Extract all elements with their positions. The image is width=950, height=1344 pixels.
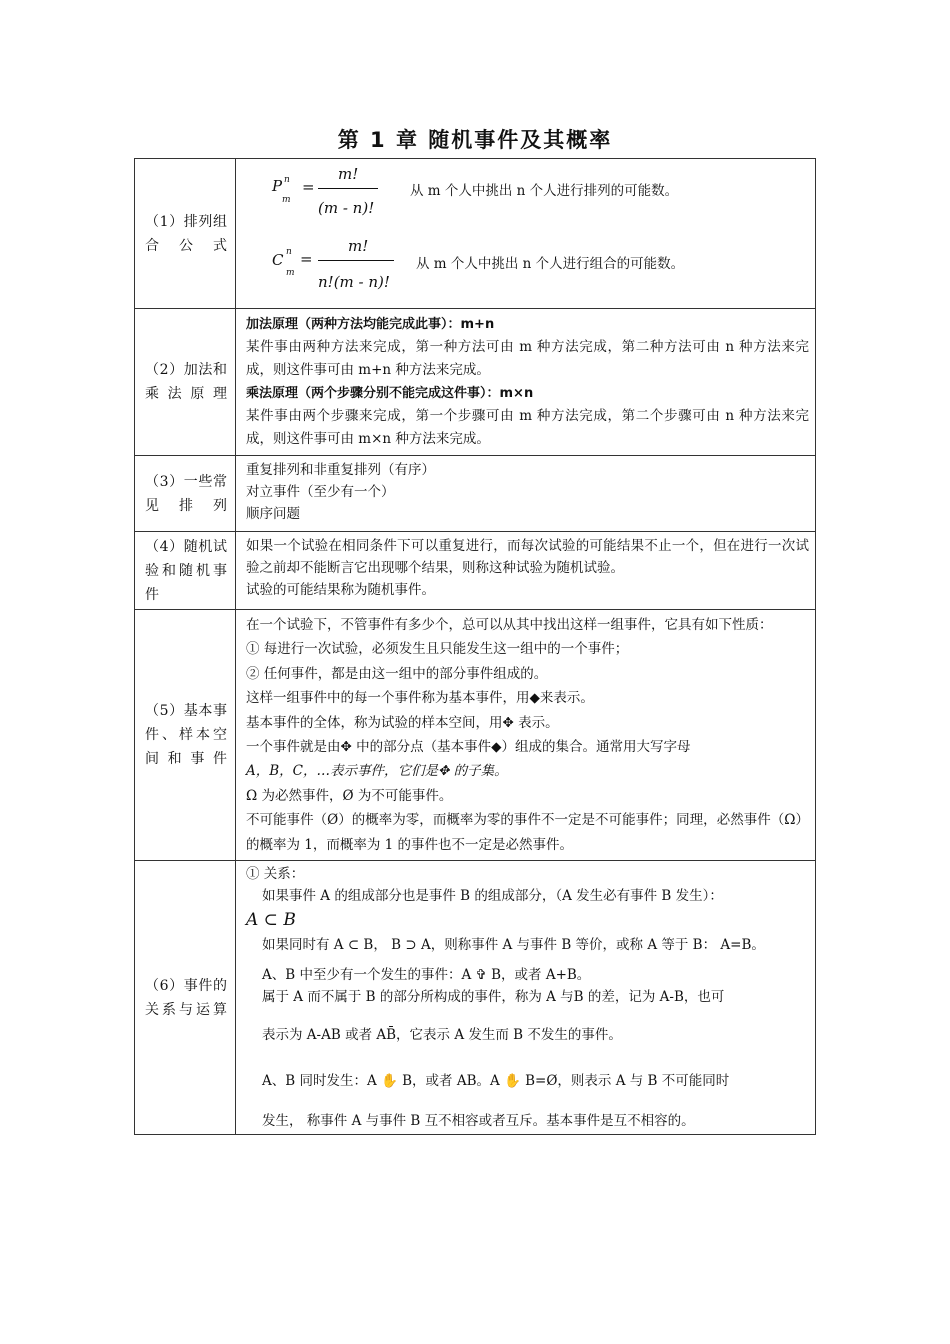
comb-sup: n	[286, 247, 292, 257]
table-row	[135, 861, 816, 1135]
text-line: 属于 A 而不属于 B 的部分所构成的事件，称为 A 与B 的差，记为 A-B，也可	[262, 989, 725, 1006]
table-row	[135, 159, 816, 309]
text-line: ① 每进行一次试验，必须发生且只能发生这一组中的一个事件；	[246, 641, 629, 658]
table-row	[135, 532, 816, 610]
text-line: 某件事由两个步骤来完成，第一个步骤可由 m 种方法完成，第二个步骤可由 n 种方法来完成，则这件事可由 m×n 种方法来完成。	[246, 408, 809, 447]
text-line: A，B，C，…表示事件，它们是✥ 的子集。	[246, 763, 508, 780]
text-line: 表示为 A-AB 或者 AB̄，它表示 A 发生而 B 不发生的事件。	[262, 1027, 622, 1044]
row-label: （3）一些常见排列	[145, 473, 227, 514]
perm-eq: =	[302, 178, 315, 196]
text-line: 对立事件（至少有一个）	[246, 484, 395, 500]
comb-fraction-bar	[318, 260, 394, 261]
table-row	[135, 309, 816, 456]
text-line: 一个事件就是由✥ 中的部分点（基本事件◆）组成的集合。通常用大写字母	[246, 739, 691, 756]
comb-numerator: m!	[348, 237, 369, 255]
text-line: A、B 同时发生：A ✋ B，或者 AB。A ✋ B=Ø，则表示 A 与 B 不可能同时	[262, 1073, 730, 1090]
perm-numerator: m!	[338, 165, 359, 183]
text-line: 试验的可能结果称为随机事件。	[246, 582, 435, 598]
text-line: 某件事由两种方法来完成，第一种方法可由 m 种方法完成，第二种方法可由 n 种方法来完成，则这件事可由 m+n 种方法来完成。	[246, 339, 809, 378]
row-label: （2）加法和乘法原理	[145, 362, 227, 402]
text-line: 重复排列和非重复排列（有序）	[246, 462, 435, 478]
text-line: 在一个试验下，不管事件有多少个，总可以从其中找出这样一组事件，它具有如下性质：	[246, 617, 773, 633]
perm-sup: n	[284, 175, 290, 185]
text-line: A、B 中至少有一个发生的事件：A ✞ B，或者 A+B。	[262, 967, 591, 984]
perm-description: 从 m 个人中挑出 n 个人进行排列的可能数。	[410, 183, 679, 199]
text-line: Ω 为必然事件，Ø 为不可能事件。	[246, 787, 453, 804]
table-row	[135, 610, 816, 861]
subset-formula: A ⊂ B	[246, 910, 296, 931]
summary-table	[134, 158, 816, 1135]
row-label: （6）事件的关系与运算	[145, 977, 227, 1018]
perm-fraction-bar	[318, 188, 378, 189]
text-line: 如果同时有 A ⊂ B， B ⊃ A，则称事件 A 与事件 B 等价，或称 A 等于 B： A=B。	[262, 937, 765, 954]
text-line: 顺序问题	[246, 506, 300, 522]
row-label: （5）基本事件、样本空间和事件	[145, 703, 227, 768]
text-line: 如果事件 A 的组成部分也是事件 B 的组成部分，（A 发生必有事件 B 发生）：	[262, 888, 723, 905]
text-line: 不可能事件（Ø）的概率为零，而概率为零的事件不一定是不可能事件；同理，必然事件（Ω）的概率为 1，而概率为 1 的事件也不一定是必然事件。	[246, 812, 809, 853]
heading-addition: 加法原理（两种方法均能完成此事）：m+n	[246, 317, 495, 332]
comb-denominator: n!(m - n)!	[318, 273, 390, 291]
text-line: 发生， 称事件 A 与事件 B 互不相容或者互斥。基本事件是互不相容的。	[262, 1113, 695, 1130]
comb-description: 从 m 个人中挑出 n 个人进行组合的可能数。	[416, 256, 685, 272]
comb-eq: =	[300, 250, 313, 268]
perm-denominator: (m - n)!	[318, 199, 375, 217]
perm-sub: m	[282, 195, 291, 205]
comb-symbol: C	[272, 251, 284, 269]
perm-symbol: P	[272, 177, 283, 195]
comb-sub: m	[286, 268, 295, 278]
text-line: ① 关系：	[246, 866, 305, 883]
text-line: 基本事件的全体，称为试验的样本空间，用✥ 表示。	[246, 714, 559, 731]
text-line: 这样一组事件中的每一个事件称为基本事件，用◆来表示。	[246, 690, 594, 707]
formula-block	[236, 159, 815, 306]
table-row	[135, 456, 816, 532]
text-line: 如果一个试验在相同条件下可以重复进行，而每次试验的可能结果不止一个，但在进行一次试验之前却不能断言它出现哪个结果，则称这种试验为随机试验。	[246, 538, 809, 576]
heading-multiplication: 乘法原理（两个步骤分别不能完成这件事）：m×n	[246, 386, 534, 401]
page-title: 第 1 章 随机事件及其概率	[337, 128, 613, 152]
row-label: （1）排列组合公式	[145, 213, 227, 254]
text-line: ② 任何事件，都是由这一组中的部分事件组成的。	[246, 665, 548, 682]
row-label: （4）随机试验和随机事件	[145, 538, 227, 603]
